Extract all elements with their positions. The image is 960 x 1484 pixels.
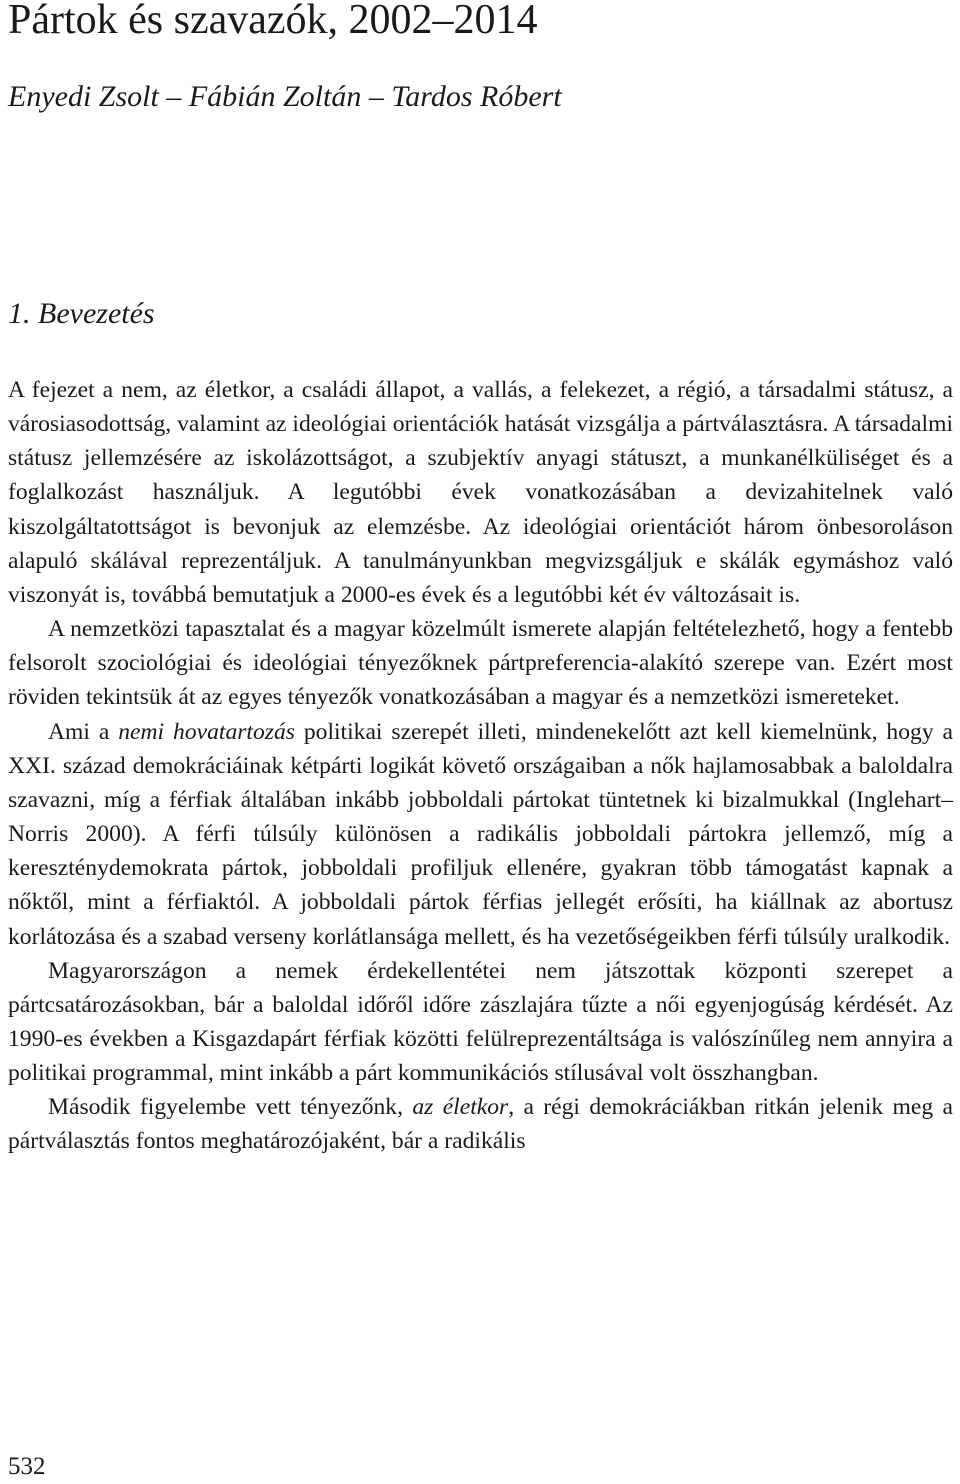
page-number: 532 <box>8 1453 46 1480</box>
body-text <box>8 373 953 1159</box>
paragraph-5-rest: , a régi demokráciákban ritkán jelenik meg a pártválasztás fontos meghatározójaként, bár a radikális <box>8 1094 954 1155</box>
paragraph-5 <box>8 1090 953 1158</box>
paragraph-5-lead: Második figyelembe vett tényezőnk, <box>48 1094 413 1121</box>
paragraph-1: A fejezet a nem, az életkor, a családi állapot, a vallás, a felekezet, a régió, a társadalmi státusz, a városiasodottság, valamint az ideológiai orientációk hatását vizsgálja a pártválasztásra. A társadalmi státusz jellemzésére az iskolázottságot, a szubjektív anyagi státuszt, a munkanélküliséget és a foglalkozást használjuk. A legutóbbi évek vonatkozásában a devizahitelnek való kiszolgáltatottságot is bevonjuk az elemzésbe. Az ideológiai orientációt három önbesoroláson alapuló skálával reprezentáljuk. A tanulmányunkban megvizsgáljuk e skálák egymáshoz való viszonyát is, továbbá bemutatjuk a 2000-es évek és a legutóbbi két év változásait is. <box>8 377 953 608</box>
paragraph-3-lead: Ami a <box>48 718 119 745</box>
chapter-title: Pártok és szavazók, 2002–2014 <box>8 0 538 43</box>
emphasis-gender: nemi hovatartozás <box>118 718 295 745</box>
paragraph-3 <box>8 715 953 954</box>
section-heading: 1. Bevezetés <box>8 297 155 330</box>
emphasis-age: az életkor <box>412 1094 509 1121</box>
chapter-authors: Enyedi Zsolt – Fábián Zoltán – Tardos Róbert <box>8 80 562 113</box>
paragraph-4: Magyarországon a nemek érdekellentétei nem játszottak központi szerepet a pártcsatározásokban, bár a baloldal időről időre zászlajára tűzte a női egyenjogúság kérdését. Az 1990-es években a Kisgazdapárt férfiak közötti felülreprezentáltsága is valószínűleg nem annyira a politikai programmal, mint inkább a párt kommunikációs stílusával volt összhangban. <box>8 957 953 1087</box>
paragraph-2: A nemzetközi tapasztalat és a magyar közelmúlt ismerete alapján feltételezhető, hogy a fentebb felsorolt szociológiai és ideológiai tényezőknek pártpreferencia-alakító szerepe van. Ezért most röviden tekintsük át az egyes tényezők vonatkozásában a magyar és a nemzetközi ismereteket. <box>8 616 953 711</box>
paragraph-3-rest: politikai szerepét illeti, mindenekelőtt azt kell kiemelnünk, hogy a XXI. század demokráciáinak kétpárti logikát követő országaiban a nők hajlamosabbak a baloldalra szavazni, míg a férfiak általában inkább jobboldali pártokat tüntetnek ki bizalmukkal (Inglehart–Norris 2000). A férfi túlsúly különösen a radikális jobboldali pártokra jellemző, míg a kereszténydemokrata pártok, jobboldali profiljuk ellenére, gyakran több támogatást kapnak a nőktől, mint a férfiaktól. A jobboldali pártok férfias jellegét erősíti, ha kiállnak az abortusz korlátozása és a szabad verseny korlátlansága mellett, és ha vezetőségeikben férfi túlsúly uralkodik. <box>8 718 954 950</box>
